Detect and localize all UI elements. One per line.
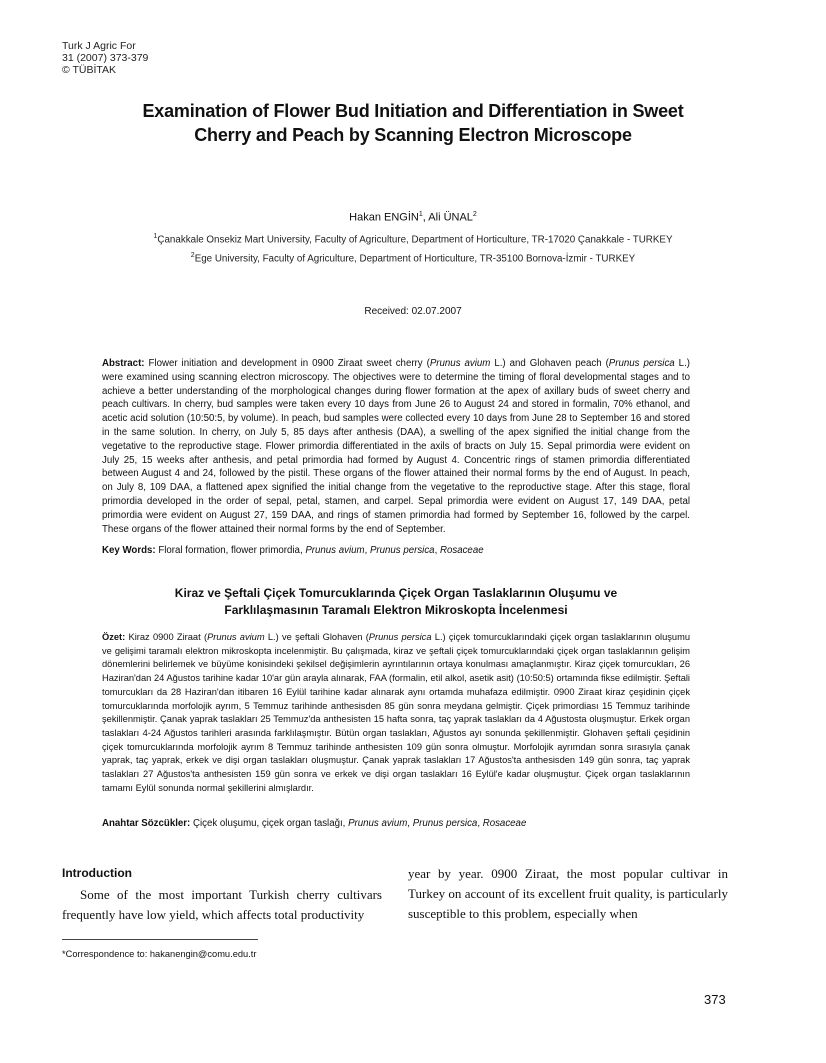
keywords-label: Key Words:	[102, 545, 156, 556]
turkish-abstract	[102, 631, 690, 795]
paper-title	[70, 99, 756, 147]
turkish-title	[102, 585, 690, 619]
ozet-text-2: L.) ve şeftali Glohaven (	[264, 632, 369, 642]
authors	[0, 211, 826, 224]
title-line-1: Examination of Flower Bud Initiation and Differentiation in Sweet	[142, 101, 684, 121]
keywords	[102, 545, 690, 556]
author-separator: ,	[422, 211, 429, 224]
author-1: Hakan ENGİN	[349, 211, 419, 224]
affiliation-1-sup: 1	[153, 233, 158, 240]
ozet-label: Özet:	[102, 632, 126, 642]
journal-header	[62, 40, 148, 76]
anahtar-species-1: Prunus avium	[348, 818, 408, 829]
ozet-species-2: Prunus persica	[368, 632, 432, 642]
received-date: Received: 02.07.2007	[364, 306, 462, 317]
turkish-title-line-2: Farklılaşmasının Taramalı Elektron Mikroskopta İncelenmesi	[224, 603, 568, 617]
abstract-species-2: Prunus persica	[608, 358, 675, 369]
author-2: Ali ÜNAL	[428, 211, 473, 224]
abstract	[102, 357, 690, 536]
anahtar-text: Çiçek oluşumu, çiçek organ taslağı,	[190, 818, 349, 829]
affiliation-1	[0, 233, 826, 245]
affiliation-1-text: Çanakkale Onsekiz Mart University, Faculty of Agriculture, Department of Horticulture, TR-17020 Çanakkale - TURKEY	[157, 234, 673, 246]
intro-left-column: Some of the most important Turkish cherry cultivars frequently have low yield, which affects total productivity	[62, 887, 382, 922]
anahtar-sep-1: ,	[407, 818, 413, 829]
ozet-species-1: Prunus avium	[207, 632, 265, 642]
keywords-text: Floral formation, flower primordia,	[155, 545, 306, 556]
abstract-text-2: L.) and Glohaven peach (	[490, 358, 609, 369]
correspondence-footnote: *Correspondence to: hakanengin@comu.edu.tr	[62, 949, 257, 959]
author-2-sup: 2	[472, 211, 477, 218]
abstract-text-1: Flower initiation and development in 0900 Ziraat sweet cherry (	[144, 358, 430, 369]
anahtar-label: Anahtar Sözcükler:	[102, 818, 191, 829]
keyword-family: Rosaceae	[439, 545, 484, 556]
abstract-label: Abstract:	[102, 358, 145, 369]
ozet-text-1: Kiraz 0900 Ziraat (	[125, 632, 208, 642]
journal-volume: 31 (2007) 373-379	[62, 52, 149, 64]
anahtar-species-2: Prunus persica	[412, 818, 478, 829]
affiliation-2	[0, 252, 826, 264]
journal-name: Turk J Agric For	[62, 40, 136, 52]
keywords-sep-2: ,	[434, 545, 440, 556]
title-line-2: Cherry and Peach by Scanning Electron Microscope	[194, 125, 632, 145]
journal-publisher: © TÜBİTAK	[62, 64, 117, 76]
anahtar-family: Rosaceae	[482, 818, 527, 829]
intro-right-column: year by year. 0900 Ziraat, the most popular cultivar in Turkey on account of its excellent fruit quality, is particularly susceptible to this problem, especially when	[408, 866, 728, 921]
footnote-divider	[62, 939, 258, 940]
abstract-species-1: Prunus avium	[429, 358, 491, 369]
anahtar-sep-2: ,	[477, 818, 483, 829]
turkish-title-line-1: Kiraz ve Şeftali Çiçek Tomurcuklarında Çiçek Organ Taslaklarının Oluşumu ve	[174, 586, 618, 600]
abstract-text-3: L.) were examined using scanning electron microscopy. The objectives were to determine the timing of floral developmental stages and to achieve a better understanding of the morphological changes during flower formation at the apex of axillary buds of sweet cherry and peach cultivars. In cherry, bud samples were taken every 10 days from June 26 to August 24 and stored in formalin, 70% ethanol, and acetic acid solution (10:50:5, by volume). In peach, bud samples were collected every 10 days from June 28 to September 16 and stored in the same solution. In cherry, on July 5, 85 days after anthesis (DAA), a swelling of the apex signified the initial change from the vegetative to the reproductive stage. Flower primordia differentiated in the axils of bracts on July 15. Sepal primordia were evident on July 25, 15 weeks after anthesis, and petal primordia had formed by August 4. Concentric rings of stamen primordia differentiated between August 4 and 24, followed by the pistil. These organs of the flower attained their normal forms by the end of August. In peach, on July 8, 109 DAA, a flattened apex signified the initial change from the vegetative to the reproductive stage. After this stage, floral primordia developed in the order of sepal, petal, stamen, and carpel. Sepal primordia were evident on August 17, 149 DAA, petal primordia were evident on August 27, 159 DAA, and rings of stamen primordia had formed by September 16, followed by the carpel. These organs of the flower attained their normal forms by the end of September.	[102, 358, 690, 535]
keywords-sep-1: ,	[364, 545, 370, 556]
turkish-keywords	[102, 818, 690, 829]
keyword-species-1: Prunus avium	[305, 545, 365, 556]
author-1-sup: 1	[418, 211, 423, 218]
keyword-species-2: Prunus persica	[369, 545, 435, 556]
affiliation-2-sup: 2	[190, 252, 195, 259]
page-number: 373	[704, 992, 726, 1007]
ozet-text-3: L.) çiçek tomurcuklarındaki çiçek organ taslaklarının oluşumu ve gelişimi taramalı elektron mikroskopta incelenmiştir. Bu çalışmada, kiraz ve şeftali çiçek tomurcuklarındaki çiçek organ taslaklarının gelişim dönemlerini belirlemek ve büyüme konisindeki şekilsel değişimlerin ayrıntılarının ortaya konulması amaçlanmıştır. Kiraz çiçek tomurcukları, 26 Haziran'dan 24 Ağustos tarihine kadar 10'ar gün arayla alınarak, FAA (formalin, etil alkol, asetik asit) (10:50:5) ortamında fikse edilmiştir. Şeftali tomurcukları da 28 Haziran'dan itibaren 16 Eylül tarihine kadar alınarak aynı ortamda muhafaza edilmiştir. 0900 Ziraat kiraz çeşidinin çiçek tomurcuklarında morfolojik ayrım, 5 Temmuz tarihinde anthesisden 85 gün sonra meydana gelmiştir. Çiçek primordiası 15 Temmuz tarihinde şekillenmiştir. Çanak yaprak taslakları 25 Temmuz'da anthesisten 15 hafta sonra, taç yaprak taslakları da 4 Ağustosta oluşmuştur. Erkek organ taslakları 4-24 Ağustos tarihleri arasında farklılaşmıştır. Bütün organ taslakları, Ağustos ayı sonunda şekillenmiştir. Glohaven şeftali çeşidinin çiçek tomurcuklarında morfolojik ayrım 8 Temmuz tarihinde anthesisten 109 gün sonra olmuştur. Morfolojik ayrımdan sonra sırasıyla çanak yaprak, taç yaprak, erkek ve dişi organ taslakları oluşmuştur. Çanak yaprak taslakları 17 Ağustos'ta anthesisden 149 gün sonra, taç yaprak taslakları 27 Ağustos'ta anthesisten 159 gün sonra ve erkek ve dişi organ taslakları 16 Eylül'e kadar oluşmuştur. Çiçek organ taslaklarının tamamı Eylül sonunda normal şekillerini almışlardır.	[102, 632, 691, 793]
affiliation-2-text: Ege University, Faculty of Agriculture, Department of Horticulture, TR-35100 Bornova-İzmir - TURKEY	[194, 253, 636, 265]
introduction-heading: Introduction	[62, 866, 132, 880]
